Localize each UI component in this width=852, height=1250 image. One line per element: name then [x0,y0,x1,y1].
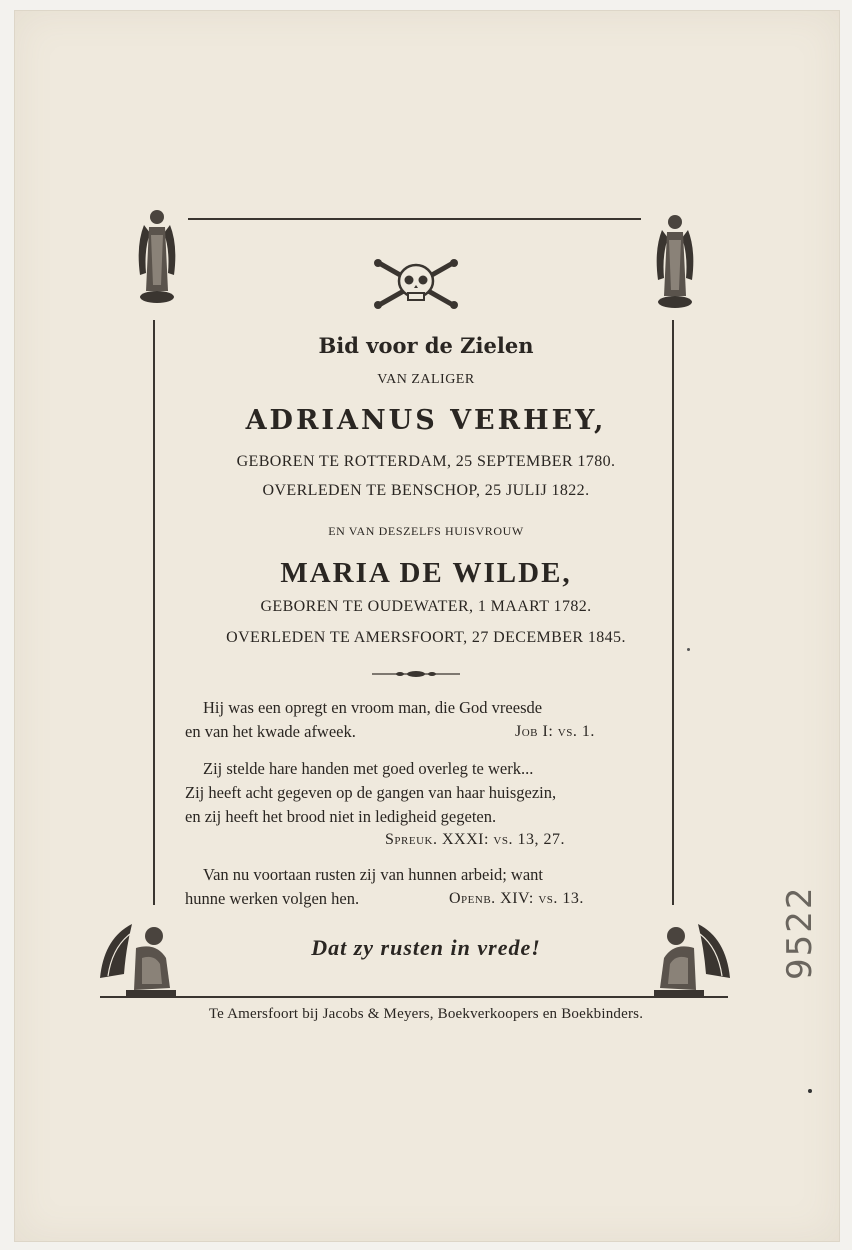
connector-text: EN VAN DESZELFS HUISVROUW [328,524,524,538]
person2-name: MARIA DE WILDE, [280,557,572,589]
verse2-line2: Zij heeft acht gegeven op de gangen van haar huisgezin, [185,783,557,802]
verse3-line1: Van nu voortaan rusten zij van hunnen arbeid; want [203,865,543,884]
card-subheading: VAN ZALIGER [377,372,475,387]
memorial-card [14,10,840,1242]
top-rule [188,218,641,220]
verse1-line2: en van het kwade afweek. [185,722,356,741]
verse2-line1: Zij stelde hare handen met goed overleg te werk... [203,759,534,778]
paper-speck [808,1089,812,1093]
closing-line: Dat zy rusten in vrede! [311,935,541,960]
skull-crossbones-icon [373,257,459,311]
ornamental-divider [370,668,462,680]
verse1-citation: Job I: vs. 1. [515,723,595,740]
verse3-line2: hunne werken volgen hen. [185,889,360,908]
printer-imprint: Te Amersfoort bij Jacobs & Meyers, Boekverkoopers en Boekbinders. [208,1006,644,1022]
verse2-citation: Spreuk. XXXI: vs. 13, 27. [385,831,565,848]
verse1-line1: Hij was een opregt en vroom man, die God vreesde [203,698,543,717]
card-heading: Bid voor de Zielen [318,333,534,358]
standing-angel-right-icon [652,210,698,310]
paper-speck [687,648,690,651]
person2-death: OVERLEDEN TE AMERSFOORT, 27 DECEMBER 1845. [226,629,626,646]
person1-birth: GEBOREN TE ROTTERDAM, 25 SEPTEMBER 1780. [236,453,616,470]
person2-birth: GEBOREN TE OUDEWATER, 1 MAART 1782. [260,598,592,615]
margin-note: 9522 [780,885,820,980]
verse3-citation: Openb. XIV: vs. 13. [449,890,584,907]
person1-death: OVERLEDEN TE BENSCHOP, 25 JULIJ 1822. [262,482,590,499]
person1-name: ADRIANUS VERHEY, [245,405,607,436]
verse2-line3: en zij heeft het brood niet in ledigheid gegeten. [185,807,497,826]
bottom-rule [100,996,728,998]
standing-angel-left-icon [134,205,180,305]
